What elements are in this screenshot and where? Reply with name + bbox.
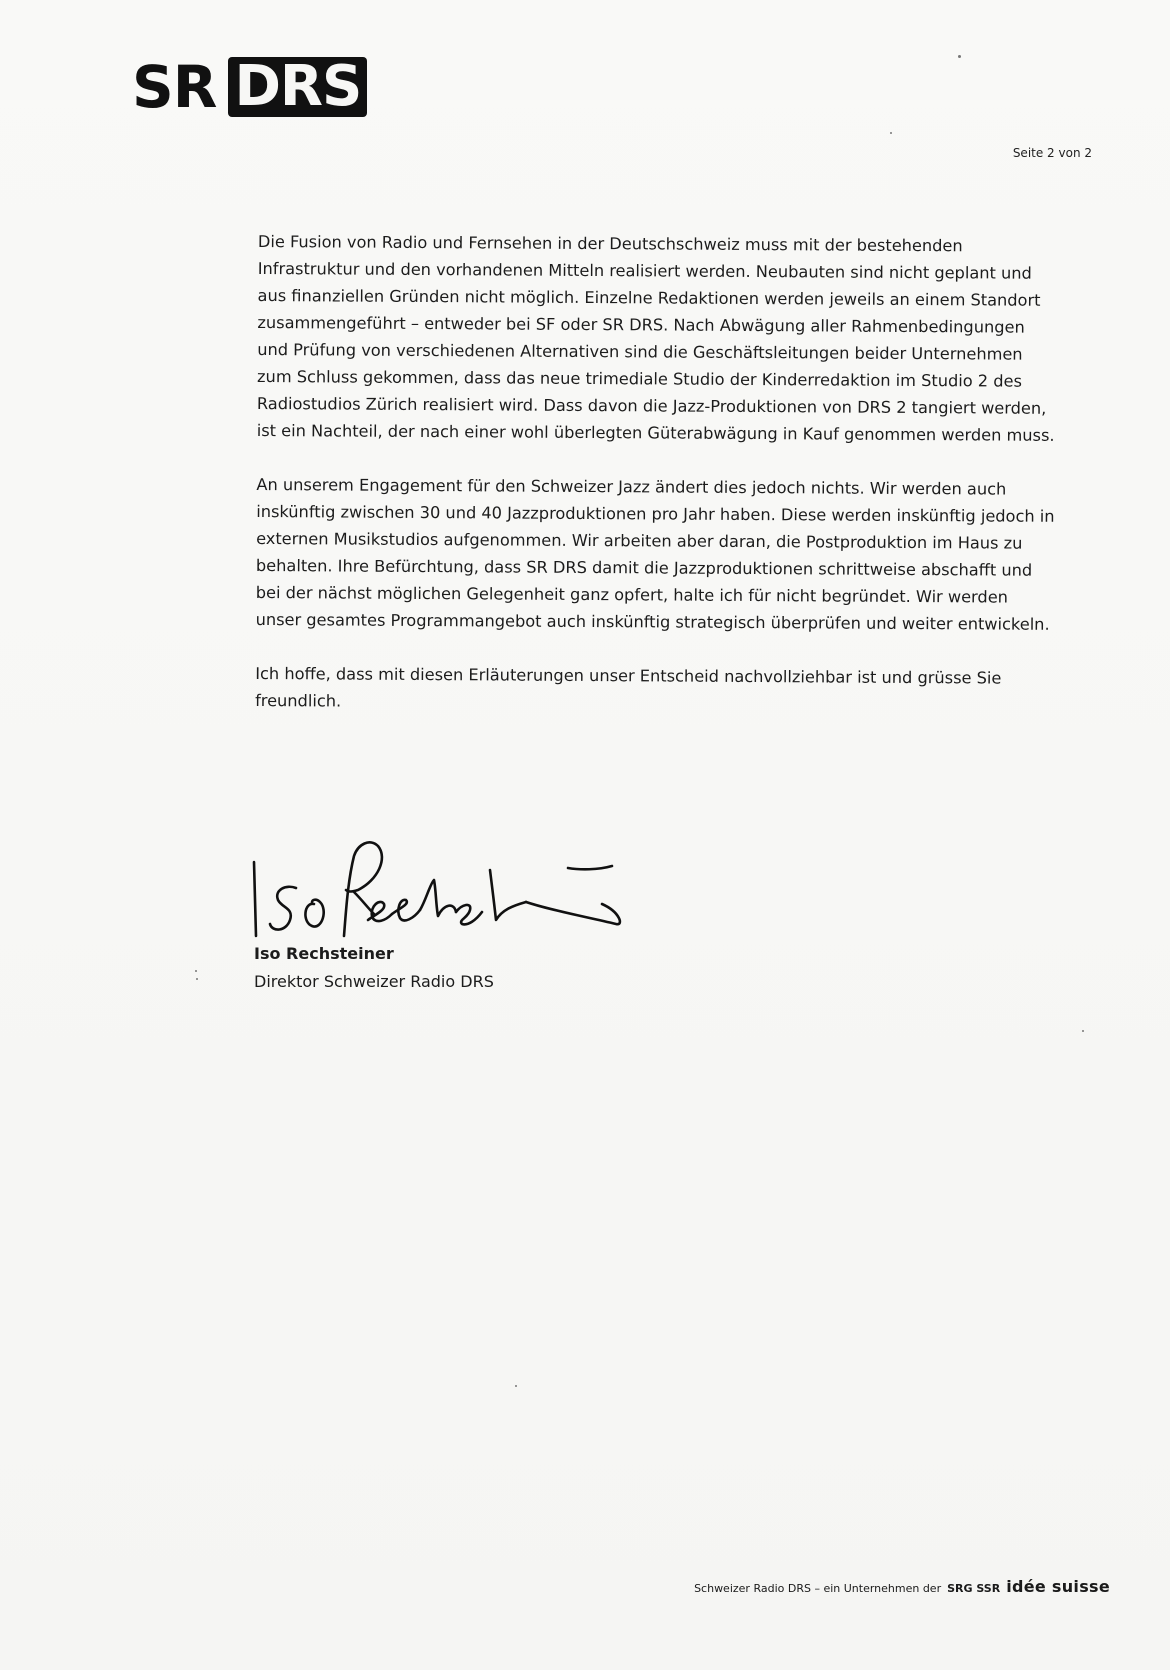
page-number: Seite 2 von 2 bbox=[1012, 146, 1092, 160]
paragraph-1: Die Fusion von Radio und Fernsehen in der Deutschschweiz muss mit der bestehenden Infrastruktur und den vorhandenen Mitteln realisiert werden. Neubauten sind nicht geplant und aus finanziellen Gründen nicht möglich. Einzelne Redaktionen werden jeweils an einem Standort zusammengeführt – entweder bei SF oder SR DRS. Nach Abwägung aller Rahmenbedingungen und Prüfung von verschiedenen Alternativen sind die Geschäftsleitungen beider Unternehmen zum Schluss gekommen, dass das neue trimediale Studio der Kinderredaktion im Studio 2 des Radiostudios Zürich realisiert wird. Dass davon die Jazz-Produktionen von DRS 2 tangiert werden, ist ein Nachteil, der nach einer wohl überlegten Güterabwägung in Kauf genommen werden muss. bbox=[256, 231, 1055, 445]
paragraph-3: Ich hoffe, dass mit diesen Erläuterungen unser Entscheid nachvollziehbar ist und grüsse Sie freundlich. bbox=[255, 663, 1002, 711]
scan-speck bbox=[958, 55, 961, 58]
scan-speck bbox=[515, 1385, 517, 1387]
footer-srg-ssr: SRG SSR bbox=[947, 1582, 1001, 1595]
paragraph-2: An unserem Engagement für den Schweizer Jazz ändert dies jedoch nichts. Wir werden auch inskünftig zwischen 30 und 40 Jazzproduktionen pro Jahr haben. Diese werden inskünftig jedoch in externen Musikstudios aufgenommen. Wir arbeiten aber daran, die Postproduktion im Haus zu behalten. Ihre Befürchtung, dass SR DRS damit die Jazzproduktionen schrittweise abschafft und bei der nächst möglichen Gelegenheit ganz opfert, halte ich für nicht begründet. Wir werden unser gesamtes Programmangebot auch inskünftig strategisch überprüfen und weiter entwickeln. bbox=[255, 474, 1055, 634]
logo-sr-text: SR bbox=[132, 53, 217, 121]
letter-body bbox=[255, 228, 1058, 746]
footer bbox=[694, 1577, 1110, 1596]
signer-title: Direktor Schweizer Radio DRS bbox=[254, 972, 494, 991]
sr-drs-logo bbox=[132, 52, 367, 122]
logo-drs-text: DRS bbox=[234, 54, 362, 119]
footer-text: Schweizer Radio DRS – ein Unternehmen der bbox=[694, 1582, 942, 1595]
scan-speck bbox=[1082, 1030, 1084, 1032]
scan-speck bbox=[196, 978, 198, 980]
signer-block bbox=[254, 940, 494, 996]
signature-drawing bbox=[250, 840, 670, 950]
footer-idee-suisse: idée suisse bbox=[1006, 1577, 1110, 1596]
signer-name: Iso Rechsteiner bbox=[254, 944, 394, 963]
scan-speck bbox=[195, 970, 197, 972]
logo-drs-box bbox=[228, 54, 367, 119]
scan-speck bbox=[890, 132, 892, 134]
